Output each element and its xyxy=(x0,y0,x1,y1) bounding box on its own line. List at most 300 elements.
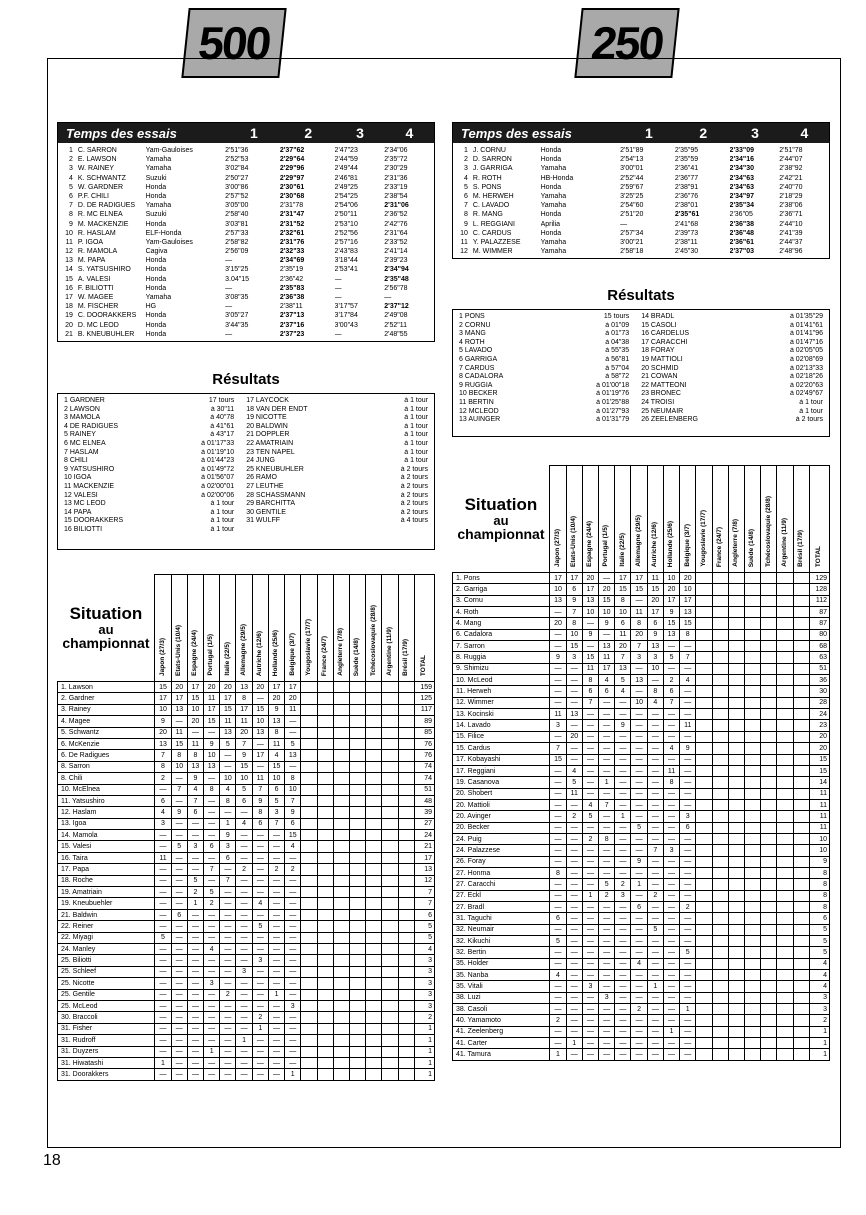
empty-points-cell xyxy=(398,727,414,738)
empty-points-cell xyxy=(382,852,398,863)
rider-cell: D. SARRON xyxy=(472,156,512,164)
empty-points-cell xyxy=(777,652,793,663)
empty-points-cell xyxy=(793,879,809,890)
empty-points-cell xyxy=(761,1004,777,1015)
empty-points-cell xyxy=(761,901,777,912)
points-cell: — xyxy=(566,936,582,947)
gp-column-header xyxy=(696,466,712,573)
rider-cell: 6 GARRIGA xyxy=(459,355,498,363)
points-cell: — xyxy=(268,1023,284,1034)
results-title-250: Résultats xyxy=(607,287,675,304)
standings-row xyxy=(453,936,830,947)
points-cell: — xyxy=(171,1046,187,1057)
points-cell: — xyxy=(599,867,615,878)
empty-points-cell xyxy=(728,788,744,799)
practice-header xyxy=(453,123,829,143)
gap-cell: à 02'18"26 xyxy=(789,373,823,381)
empty-points-cell xyxy=(761,947,777,958)
points-cell: 20 xyxy=(680,573,696,584)
team-cell: Yamaha xyxy=(540,238,567,246)
points-cell: — xyxy=(663,981,679,992)
points-cell: — xyxy=(631,1038,647,1049)
t4-cell: 2'39"23 xyxy=(384,257,408,265)
points-cell: 9 xyxy=(155,716,171,727)
points-cell: 2 xyxy=(268,864,284,875)
empty-points-cell xyxy=(745,743,761,754)
empty-points-cell xyxy=(382,795,398,806)
empty-points-cell xyxy=(745,992,761,1003)
t1-cell: 2'51"89 xyxy=(620,147,644,154)
points-cell: — xyxy=(220,864,236,875)
rider-cell: 3 MAMOLA xyxy=(64,414,101,422)
empty-points-cell xyxy=(761,675,777,686)
rider-cell: W. RAINEY xyxy=(77,165,115,173)
points-cell: 3 xyxy=(220,841,236,852)
empty-points-cell xyxy=(696,924,712,935)
gp-column-header xyxy=(366,575,382,682)
rider-name-cell: 11. Yatsushiro xyxy=(58,795,155,806)
practice-row xyxy=(58,183,434,192)
result-row xyxy=(64,483,428,492)
points-cell: — xyxy=(252,1057,268,1068)
practice-title: Temps des essais xyxy=(66,125,177,141)
rider-name-cell: 31. Hiwatashi xyxy=(58,1057,155,1068)
empty-points-cell xyxy=(745,947,761,958)
t2-cell: 2'45"30 xyxy=(674,248,699,256)
points-cell: — xyxy=(663,970,679,981)
rider-name-cell: 31. Doorakkers xyxy=(58,1069,155,1080)
empty-points-cell xyxy=(761,1015,777,1026)
points-cell: — xyxy=(204,727,220,738)
points-cell: — xyxy=(680,765,696,776)
rider-cell: 13 MC LEOD xyxy=(64,500,106,508)
practice-row xyxy=(453,247,829,256)
empty-points-cell xyxy=(712,675,728,686)
points-cell: 6 xyxy=(220,852,236,863)
points-cell: — xyxy=(220,1023,236,1034)
empty-points-cell xyxy=(793,981,809,992)
points-cell: — xyxy=(615,1015,631,1026)
rider-name-cell: 27. Honma xyxy=(453,867,550,878)
empty-points-cell xyxy=(398,875,414,886)
rider-name-cell: 24. Palazzese xyxy=(453,845,550,856)
empty-points-cell xyxy=(712,833,728,844)
empty-points-cell xyxy=(728,981,744,992)
empty-points-cell xyxy=(398,966,414,977)
gap-cell: à 01'19"10 xyxy=(201,448,235,456)
gp-label: Espagne (24/4) xyxy=(191,630,199,676)
empty-points-cell xyxy=(366,841,382,852)
t2-cell: 2'31"47 xyxy=(279,211,305,219)
rider-cell: Y. PALAZZESE xyxy=(472,238,521,246)
points-cell: — xyxy=(615,992,631,1003)
gap-cell: à 02'00"06 xyxy=(201,491,235,499)
points-cell: — xyxy=(599,754,615,765)
empty-points-cell xyxy=(398,989,414,1000)
result-row xyxy=(64,474,428,483)
rider-cell: M. FISCHER xyxy=(77,303,119,311)
team-cell: Honda xyxy=(145,330,167,338)
championship-standings-250 xyxy=(452,465,830,1061)
points-cell: 3 xyxy=(268,807,284,818)
empty-points-cell xyxy=(793,675,809,686)
empty-points-cell xyxy=(317,852,333,863)
empty-points-cell xyxy=(350,887,366,898)
points-cell: — xyxy=(236,898,252,909)
points-cell: — xyxy=(582,970,598,981)
team-cell: Yam-Gauloises xyxy=(145,147,193,154)
points-cell: — xyxy=(268,1000,284,1011)
empty-points-cell xyxy=(382,1000,398,1011)
t4-cell: 2'35"48 xyxy=(384,275,409,283)
standings-row xyxy=(58,716,435,727)
points-cell: 6 xyxy=(155,795,171,806)
empty-points-cell xyxy=(696,675,712,686)
points-cell: — xyxy=(204,1012,220,1023)
points-cell: — xyxy=(550,924,566,935)
practice-row xyxy=(58,155,434,164)
standings-row xyxy=(58,909,435,920)
empty-points-cell xyxy=(382,864,398,875)
practice-header xyxy=(58,123,434,143)
points-cell: — xyxy=(550,879,566,890)
gap-cell: à 01'27"93 xyxy=(596,407,630,415)
total-cell: 89 xyxy=(414,716,434,727)
points-cell: — xyxy=(252,875,268,886)
empty-points-cell xyxy=(350,784,366,795)
rider-cell: 24 JUNG xyxy=(246,457,275,465)
points-cell: — xyxy=(663,822,679,833)
gp-column-header xyxy=(663,466,679,573)
total-cell: 23 xyxy=(809,720,829,731)
points-cell: — xyxy=(631,867,647,878)
empty-points-cell xyxy=(301,898,317,909)
rider-name-cell: 25. McLeod xyxy=(58,1000,155,1011)
empty-points-cell xyxy=(317,1057,333,1068)
points-cell: 5 xyxy=(582,811,598,822)
rider-name-cell: 32. Bertin xyxy=(453,947,550,958)
points-cell: — xyxy=(615,777,631,788)
points-cell: — xyxy=(285,932,301,943)
points-cell: 6 xyxy=(187,807,203,818)
empty-points-cell xyxy=(366,750,382,761)
points-cell: — xyxy=(550,686,566,697)
points-cell: — xyxy=(599,970,615,981)
points-cell: 11 xyxy=(285,704,301,715)
empty-points-cell xyxy=(333,943,349,954)
points-cell: — xyxy=(171,932,187,943)
empty-points-cell xyxy=(728,936,744,947)
empty-points-cell xyxy=(712,1049,728,1060)
points-cell: — xyxy=(582,867,598,878)
total-cell: 28 xyxy=(809,697,829,708)
empty-points-cell xyxy=(317,704,333,715)
gp-column-header xyxy=(187,575,203,682)
empty-points-cell xyxy=(366,1057,382,1068)
points-cell: 3 xyxy=(252,955,268,966)
empty-points-cell xyxy=(777,1049,793,1060)
rider-name-cell: 22. Reiner xyxy=(58,921,155,932)
points-cell: 7 xyxy=(155,750,171,761)
points-cell: 20 xyxy=(550,618,566,629)
points-cell: — xyxy=(155,909,171,920)
empty-points-cell xyxy=(728,675,744,686)
points-cell: 3 xyxy=(285,1000,301,1011)
empty-points-cell xyxy=(745,822,761,833)
gap-cell: à 01'00"18 xyxy=(596,381,630,389)
points-cell: 13 xyxy=(550,595,566,606)
points-cell: — xyxy=(550,981,566,992)
points-cell: 6 xyxy=(647,618,663,629)
empty-points-cell xyxy=(712,584,728,595)
points-cell: — xyxy=(550,1004,566,1015)
empty-points-cell xyxy=(317,773,333,784)
practice-title: Temps des essais xyxy=(461,125,572,141)
points-cell: 10 xyxy=(204,750,220,761)
standings-row xyxy=(58,830,435,841)
result-row xyxy=(459,365,823,374)
points-cell: 17 xyxy=(599,663,615,674)
gap-cell: à 57"04 xyxy=(605,364,630,372)
points-cell: 15 xyxy=(599,595,615,606)
t1-cell: — xyxy=(225,257,233,265)
empty-points-cell xyxy=(398,864,414,875)
empty-points-cell xyxy=(301,989,317,1000)
empty-points-cell xyxy=(333,761,349,772)
gp-label: Yougoslavie (17/7) xyxy=(304,619,312,676)
practice-row xyxy=(453,183,829,192)
empty-points-cell xyxy=(398,761,414,772)
points-cell: — xyxy=(615,788,631,799)
gp-column-header xyxy=(268,575,284,682)
gp-column-header xyxy=(155,575,171,682)
gp-label: Hollande (25/6) xyxy=(667,520,675,567)
practice-row xyxy=(58,330,434,339)
empty-points-cell xyxy=(350,955,366,966)
t1-cell: — xyxy=(620,220,628,228)
result-row xyxy=(64,397,428,406)
total-cell: 159 xyxy=(414,682,434,693)
points-cell: — xyxy=(631,743,647,754)
total-cell: 27 xyxy=(414,818,434,829)
points-cell: 9 xyxy=(187,773,203,784)
empty-points-cell xyxy=(777,675,793,686)
points-cell: — xyxy=(631,777,647,788)
result-row xyxy=(459,313,823,322)
points-cell: — xyxy=(171,773,187,784)
gap-cell: à 01'41"96 xyxy=(789,330,823,338)
t2-cell: 2'36"77 xyxy=(674,174,699,182)
empty-points-cell xyxy=(398,1012,414,1023)
points-cell: 1 xyxy=(236,1035,252,1046)
gap-cell: à 43"17 xyxy=(210,431,235,439)
points-cell: — xyxy=(268,1035,284,1046)
points-cell: 4 xyxy=(550,970,566,981)
points-cell: — xyxy=(566,981,582,992)
points-cell: — xyxy=(631,913,647,924)
points-cell: — xyxy=(631,720,647,731)
points-cell: 9 xyxy=(171,807,187,818)
practice-row xyxy=(58,192,434,201)
gp-label: Etats-Unis (10/4) xyxy=(174,625,182,676)
points-cell: — xyxy=(220,966,236,977)
empty-points-cell xyxy=(382,978,398,989)
rider-cell: 21 COWAN xyxy=(641,373,678,381)
points-cell: — xyxy=(615,845,631,856)
empty-points-cell xyxy=(382,887,398,898)
points-cell: — xyxy=(599,743,615,754)
total-cell: 1 xyxy=(809,1038,829,1049)
standings-row xyxy=(453,618,830,629)
points-cell: 8 xyxy=(631,618,647,629)
empty-points-cell xyxy=(366,943,382,954)
empty-points-cell xyxy=(728,901,744,912)
empty-points-cell xyxy=(761,867,777,878)
rider-name-cell: 41. Zeelenberg xyxy=(453,1026,550,1037)
empty-points-cell xyxy=(745,595,761,606)
empty-points-cell xyxy=(696,652,712,663)
empty-points-cell xyxy=(696,992,712,1003)
standings-row xyxy=(453,629,830,640)
empty-points-cell xyxy=(793,743,809,754)
rider-cell: F. BILIOTTI xyxy=(77,284,114,292)
empty-points-cell xyxy=(317,818,333,829)
t4-cell: 2'41"39 xyxy=(779,229,803,237)
points-cell: — xyxy=(599,720,615,731)
empty-points-cell xyxy=(398,1023,414,1034)
points-cell: — xyxy=(647,867,663,878)
points-cell: 8 xyxy=(204,784,220,795)
pos-cell: 16 xyxy=(65,284,73,292)
empty-points-cell xyxy=(777,731,793,742)
t2-cell: 2'41"68 xyxy=(674,220,699,228)
total-cell: 1 xyxy=(809,1049,829,1060)
practice-rows xyxy=(58,143,434,341)
points-cell: 20 xyxy=(252,682,268,693)
empty-points-cell xyxy=(696,607,712,618)
standings-row xyxy=(453,652,830,663)
empty-points-cell xyxy=(777,584,793,595)
rider-cell: C. DOORAKKERS xyxy=(77,312,137,320)
points-cell: — xyxy=(550,856,566,867)
t1-cell: 3'08"35 xyxy=(225,294,249,301)
pos-cell: 2 xyxy=(464,156,468,164)
t1-cell: 2'52"44 xyxy=(620,174,644,182)
points-cell: — xyxy=(566,833,582,844)
points-cell: 7 xyxy=(171,784,187,795)
empty-points-cell xyxy=(777,754,793,765)
empty-points-cell xyxy=(301,887,317,898)
points-cell: 2 xyxy=(252,1012,268,1023)
empty-points-cell xyxy=(761,754,777,765)
points-cell: — xyxy=(171,852,187,863)
points-cell: — xyxy=(647,947,663,958)
points-cell: 9 xyxy=(285,807,301,818)
points-cell: — xyxy=(582,1049,598,1060)
gap-cell: à 01'49"72 xyxy=(201,465,235,473)
empty-points-cell xyxy=(382,693,398,704)
points-cell: 17 xyxy=(285,682,301,693)
t4-cell: 2'44"10 xyxy=(779,220,803,228)
points-cell: 11 xyxy=(220,716,236,727)
points-cell: 3 xyxy=(204,978,220,989)
points-cell: 5 xyxy=(236,784,252,795)
empty-points-cell xyxy=(728,811,744,822)
t1-cell: — xyxy=(225,284,233,292)
empty-points-cell xyxy=(366,738,382,749)
total-cell: 48 xyxy=(414,795,434,806)
t3-cell: 2'53"10 xyxy=(334,220,358,228)
gp-label: Angleterre (7/8) xyxy=(337,628,345,676)
points-cell: 3 xyxy=(187,841,203,852)
points-cell: — xyxy=(647,743,663,754)
t1-cell: 3'15"25 xyxy=(225,266,249,274)
t4-cell: 2'34"06 xyxy=(384,147,408,154)
total-cell: 1 xyxy=(414,1023,434,1034)
gap-cell: à 1 tour xyxy=(210,508,235,516)
gp-column-header xyxy=(350,575,366,682)
points-cell: 9 xyxy=(204,738,220,749)
empty-points-cell xyxy=(333,1000,349,1011)
points-cell: 13 xyxy=(631,675,647,686)
total-cell: 74 xyxy=(414,761,434,772)
empty-points-cell xyxy=(696,1038,712,1049)
t3-cell: 3'17"57 xyxy=(334,303,358,311)
practice-times-500 xyxy=(57,122,435,342)
rider-name-cell: 32. Neumair xyxy=(453,924,550,935)
rider-cell: 2 LAWSON xyxy=(64,405,100,413)
empty-points-cell xyxy=(761,618,777,629)
total-cell: 112 xyxy=(809,595,829,606)
empty-points-cell xyxy=(301,1046,317,1057)
empty-points-cell xyxy=(696,777,712,788)
points-cell: — xyxy=(615,709,631,720)
rider-cell: 14 BRADL xyxy=(641,313,675,320)
empty-points-cell xyxy=(350,966,366,977)
t4-cell: 2'48"55 xyxy=(384,330,408,338)
points-cell: — xyxy=(631,754,647,765)
points-cell: — xyxy=(220,1035,236,1046)
empty-points-cell xyxy=(761,936,777,947)
points-cell: 20 xyxy=(155,727,171,738)
empty-points-cell xyxy=(761,845,777,856)
empty-points-cell xyxy=(777,641,793,652)
empty-points-cell xyxy=(366,966,382,977)
t4-cell: 2'42"21 xyxy=(779,174,803,182)
gp-column-header xyxy=(204,575,220,682)
result-row xyxy=(64,414,428,423)
t4-cell: 2'44"37 xyxy=(779,238,803,246)
rider-name-cell: 1. Lawson xyxy=(58,682,155,693)
t3-cell: 2'53"41 xyxy=(334,266,358,274)
points-cell: — xyxy=(268,830,284,841)
points-cell: — xyxy=(582,618,598,629)
empty-points-cell xyxy=(696,743,712,754)
rider-cell: 25 NEUMAIR xyxy=(641,407,684,415)
empty-points-cell xyxy=(728,641,744,652)
standings-row xyxy=(58,852,435,863)
points-cell: 11 xyxy=(599,652,615,663)
empty-points-cell xyxy=(793,992,809,1003)
rider-name-cell: 8. Ruggia xyxy=(453,652,550,663)
total-cell: 87 xyxy=(809,618,829,629)
t3-cell: 2'36"05 xyxy=(729,211,753,219)
points-cell: — xyxy=(236,1069,252,1080)
points-cell: — xyxy=(171,943,187,954)
practice-times-250 xyxy=(452,122,830,259)
empty-points-cell xyxy=(745,1038,761,1049)
points-cell: 13 xyxy=(155,738,171,749)
